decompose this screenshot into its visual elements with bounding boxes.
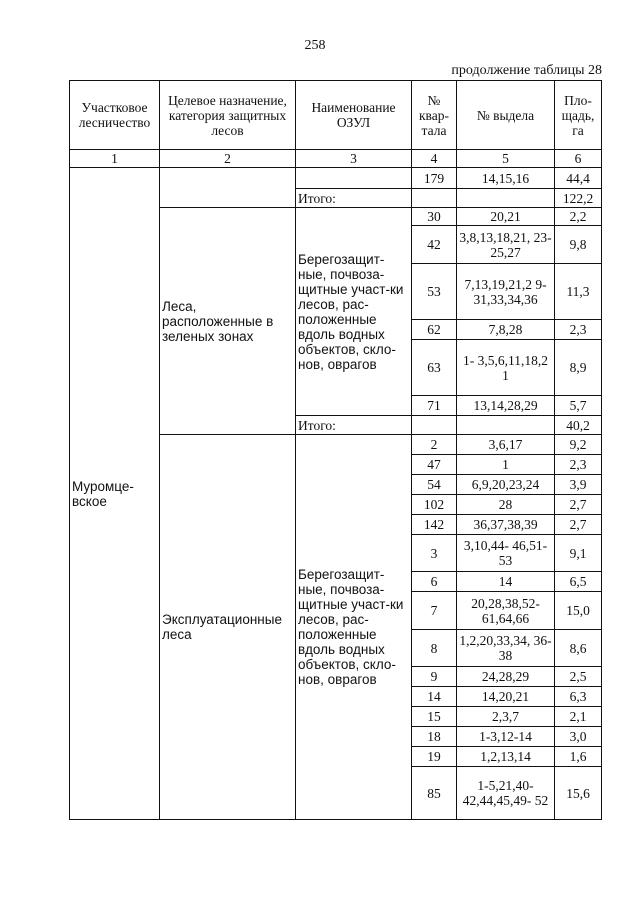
quarter-cell: 47 (412, 455, 457, 475)
allotment-cell: 20,28,38,52- 61,64,66 (457, 592, 555, 630)
area-cell: 8,9 (555, 340, 602, 396)
empty-cell (412, 416, 457, 435)
quarter-cell: 54 (412, 475, 457, 495)
header-ozul: Наименование ОЗУЛ (296, 81, 412, 150)
area-cell: 11,3 (555, 264, 602, 320)
category-exploitation: Эксплуатационные леса (160, 435, 296, 820)
total-label: Итого: (296, 189, 412, 208)
col-index: 5 (457, 150, 555, 168)
area-cell: 15,0 (555, 592, 602, 630)
forestry-name: Муромце-вское (70, 168, 160, 820)
area-cell: 1,6 (555, 747, 602, 767)
quarter-cell: 42 (412, 226, 457, 264)
area-cell: 9,2 (555, 435, 602, 455)
col-index: 1 (70, 150, 160, 168)
quarter-cell: 102 (412, 495, 457, 515)
allotment-cell: 3,6,17 (457, 435, 555, 455)
quarter-cell: 9 (412, 667, 457, 687)
quarter-cell: 53 (412, 264, 457, 320)
col-index: 4 (412, 150, 457, 168)
area-cell: 6,3 (555, 687, 602, 707)
area-cell: 15,6 (555, 767, 602, 820)
page-number: 258 (304, 38, 326, 53)
area-cell: 44,4 (555, 168, 602, 189)
quarter-cell: 62 (412, 320, 457, 340)
allotment-cell: 13,14,28,29 (457, 396, 555, 416)
quarter-cell: 71 (412, 396, 457, 416)
quarter-cell: 18 (412, 727, 457, 747)
quarter-cell: 14 (412, 687, 457, 707)
area-cell: 2,1 (555, 707, 602, 727)
area-cell: 6,5 (555, 572, 602, 592)
quarter-cell: 6 (412, 572, 457, 592)
total-label: Итого: (296, 416, 412, 435)
header-quarter: № квар-тала (412, 81, 457, 150)
area-cell: 2,2 (555, 208, 602, 226)
allotment-cell: 3,8,13,18,21, 23-25,27 (457, 226, 555, 264)
category-green-zones: Леса, расположенные в зеленых зонах (160, 208, 296, 435)
allotment-cell: 1-3,12-14 (457, 727, 555, 747)
empty-cell (412, 189, 457, 208)
quarter-cell: 15 (412, 707, 457, 727)
quarter-cell: 142 (412, 515, 457, 535)
col-index: 2 (160, 150, 296, 168)
area-cell: 9,1 (555, 535, 602, 572)
quarter-cell: 19 (412, 747, 457, 767)
allotment-cell: 24,28,29 (457, 667, 555, 687)
quarter-cell: 3 (412, 535, 457, 572)
area-cell: 2,3 (555, 320, 602, 340)
empty-cell (457, 189, 555, 208)
allotment-cell: 3,10,44- 46,51-53 (457, 535, 555, 572)
column-index-row (70, 150, 602, 168)
col-index: 6 (555, 150, 602, 168)
quarter-cell: 179 (412, 168, 457, 189)
allotment-cell: 14,20,21 (457, 687, 555, 707)
table-row (70, 168, 602, 189)
category-empty (160, 168, 296, 208)
quarter-cell: 7 (412, 592, 457, 630)
allotment-cell: 1- 3,5,6,11,18,2 1 (457, 340, 555, 396)
header-allotment: № выдела (457, 81, 555, 150)
area-cell: 2,5 (555, 667, 602, 687)
table-continuation-label: продолжение таблицы 28 (451, 63, 602, 78)
allotment-cell: 20,21 (457, 208, 555, 226)
area-cell: 2,7 (555, 515, 602, 535)
area-cell: 5,7 (555, 396, 602, 416)
quarter-cell: 8 (412, 630, 457, 667)
allotment-cell: 14,15,16 (457, 168, 555, 189)
empty-cell (457, 416, 555, 435)
allotment-cell: 1-5,21,40- 42,44,45,49- 52 (457, 767, 555, 820)
area-cell: 2,7 (555, 495, 602, 515)
table-header-row (70, 81, 602, 150)
ozul-name: Берегозащит-ные, почвоза-щитные участ-ки лесов, рас-положенные вдоль водных объектов, скло-нов, оврагов (296, 435, 412, 820)
allotment-cell: 1,2,13,14 (457, 747, 555, 767)
total-area: 122,2 (555, 189, 602, 208)
header-area: Пло-щадь, га (555, 81, 602, 150)
quarter-cell: 85 (412, 767, 457, 820)
total-area: 40,2 (555, 416, 602, 435)
allotment-cell: 36,37,38,39 (457, 515, 555, 535)
area-cell: 8,6 (555, 630, 602, 667)
header-purpose: Целевое назначение, категория защитных лесов (160, 81, 296, 150)
quarter-cell: 30 (412, 208, 457, 226)
allotment-cell: 28 (457, 495, 555, 515)
allotment-cell: 6,9,20,23,24 (457, 475, 555, 495)
quarter-cell: 2 (412, 435, 457, 455)
allotment-cell: 14 (457, 572, 555, 592)
ozul-empty (296, 168, 412, 189)
area-cell: 2,3 (555, 455, 602, 475)
area-cell: 3,0 (555, 727, 602, 747)
allotment-cell: 2,3,7 (457, 707, 555, 727)
col-index: 3 (296, 150, 412, 168)
ozul-name: Берегозащит-ные, почвоза-щитные участ-ки лесов, рас-положенные вдоль водных объектов, скло-нов, оврагов (296, 208, 412, 416)
area-cell: 3,9 (555, 475, 602, 495)
area-cell: 9,8 (555, 226, 602, 264)
quarter-cell: 63 (412, 340, 457, 396)
allotment-cell: 1 (457, 455, 555, 475)
forest-table (69, 80, 602, 820)
allotment-cell: 7,8,28 (457, 320, 555, 340)
allotment-cell: 7,13,19,21,2 9- 31,33,34,36 (457, 264, 555, 320)
allotment-cell: 1,2,20,33,34, 36-38 (457, 630, 555, 667)
header-forestry: Участковое лесничество (70, 81, 160, 150)
